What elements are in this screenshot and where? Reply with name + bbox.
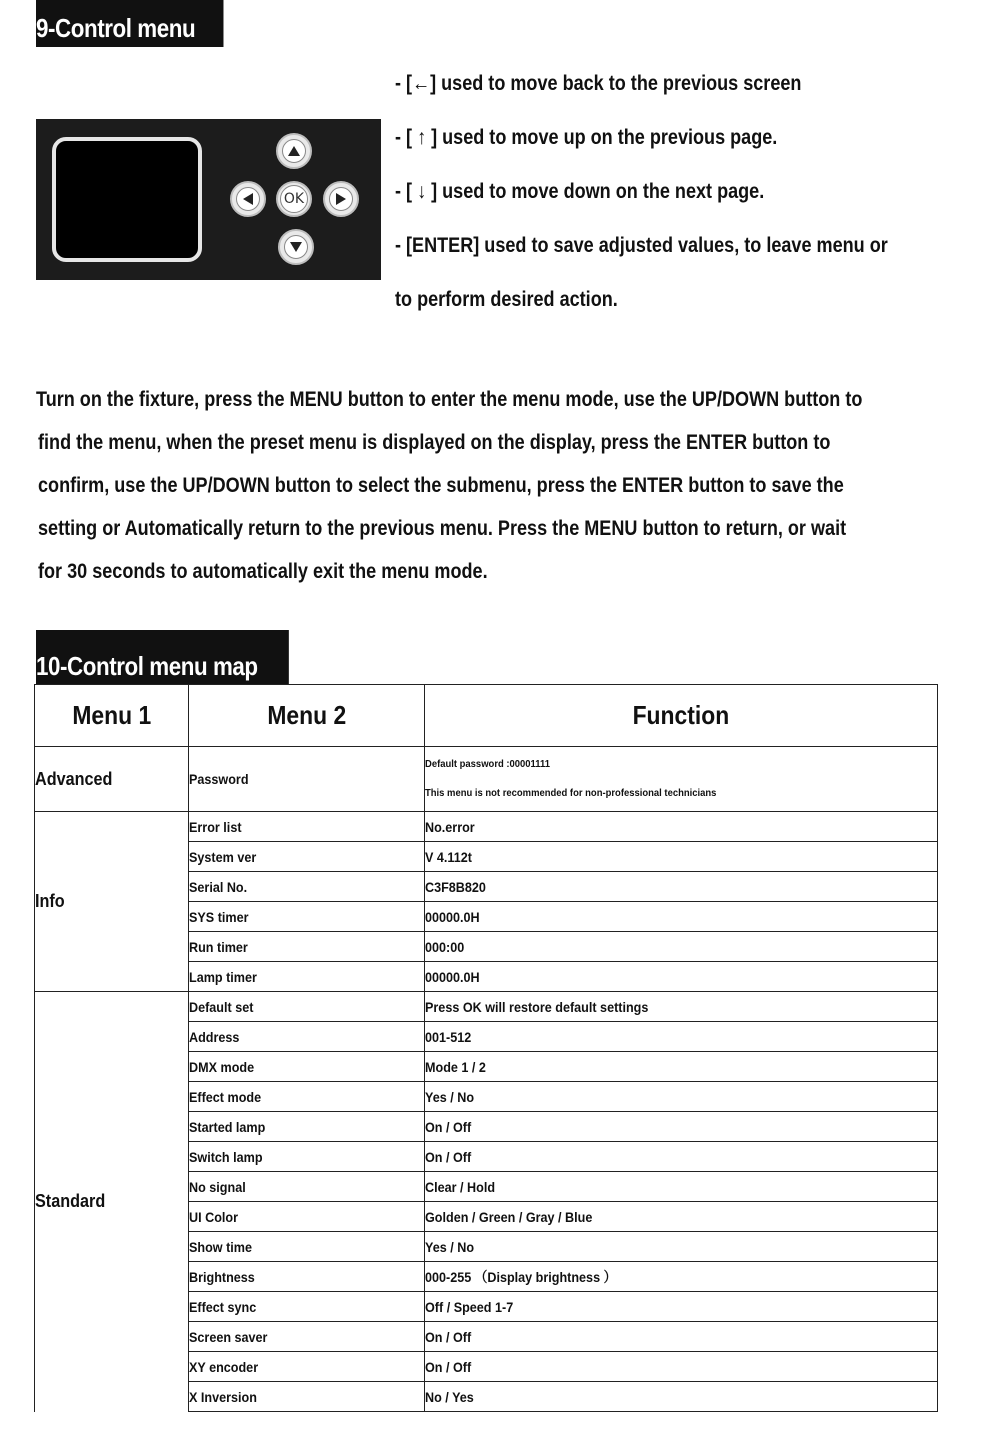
control-menu-map-table: [34, 684, 938, 1412]
function-cell: No / Yes: [425, 1382, 938, 1412]
function-cell: 000-255 （Display brightness ）: [425, 1262, 938, 1292]
menu2-cell: Show time: [188, 1232, 425, 1262]
menu2-cell: Address: [188, 1022, 425, 1052]
function-cell: Yes / No: [425, 1082, 938, 1112]
menu1-advanced: Advanced: [35, 747, 189, 812]
menu2-cell: Effect sync: [188, 1292, 425, 1322]
instructions-line-3: confirm, use the UP/DOWN button to select the submenu, press the ENTER button to save the: [38, 474, 844, 497]
function-password: [425, 747, 938, 812]
function-cell: Press OK will restore default settings: [425, 992, 938, 1022]
header-menu2: Menu 2: [188, 685, 425, 747]
ok-label: OK: [283, 191, 305, 207]
menu2-cell: SYS timer: [188, 902, 425, 932]
key-back-description: - [←] used to move back to the previous screen: [395, 72, 802, 95]
function-password-line-1: Default password :00001111: [425, 758, 551, 771]
menu2-cell: No signal: [188, 1172, 425, 1202]
function-cell: On / Off: [425, 1352, 938, 1382]
key-enter-description-cont: to perform desired action.: [395, 288, 618, 311]
key-up-description: - [ ↑ ] used to move up on the previous page.: [395, 126, 778, 149]
function-cell: On / Off: [425, 1112, 938, 1142]
menu2-cell: Run timer: [188, 932, 425, 962]
menu2-cell: Screen saver: [188, 1322, 425, 1352]
function-cell: On / Off: [425, 1322, 938, 1352]
key-down-description: - [ ↓ ] used to move down on the next page.: [395, 180, 765, 203]
instructions-line-5: for 30 seconds to automatically exit the menu mode.: [38, 560, 488, 583]
section-10-title: 10-Control menu map: [36, 630, 289, 685]
menu2-cell: X Inversion: [188, 1382, 425, 1412]
instructions-line-1: Turn on the fixture, press the MENU button to enter the menu mode, use the UP/DOWN button to: [36, 388, 863, 411]
lcd-screen: [52, 137, 202, 262]
menu1-info: Info: [35, 812, 189, 992]
control-panel-illustration: [36, 119, 381, 280]
down-button-icon: [278, 229, 314, 265]
header-function: Function: [425, 685, 938, 747]
table-header-row: [35, 685, 938, 747]
menu2-cell: Started lamp: [188, 1112, 425, 1142]
function-cell: 00000.0H: [425, 902, 938, 932]
section-9-title: 9-Control menu: [36, 0, 223, 47]
table-row: [35, 812, 938, 842]
menu2-cell: XY encoder: [188, 1352, 425, 1382]
menu2-cell: DMX mode: [188, 1052, 425, 1082]
function-cell: No.error: [425, 812, 938, 842]
function-cell: Golden / Green / Gray / Blue: [425, 1202, 938, 1232]
menu2-password: Password: [188, 747, 425, 812]
menu1-standard: Standard: [35, 992, 189, 1412]
function-cell: 001-512: [425, 1022, 938, 1052]
key-enter-description: - [ENTER] used to save adjusted values, to leave menu or: [395, 234, 888, 257]
function-cell: Mode 1 / 2: [425, 1052, 938, 1082]
function-cell: Clear / Hold: [425, 1172, 938, 1202]
menu2-cell: UI Color: [188, 1202, 425, 1232]
menu2-cell: System ver: [188, 842, 425, 872]
menu2-cell: Brightness: [188, 1262, 425, 1292]
function-cell: V 4.112t: [425, 842, 938, 872]
ok-button-icon: [276, 181, 312, 217]
menu2-cell: Serial No.: [188, 872, 425, 902]
function-cell: Yes / No: [425, 1232, 938, 1262]
up-button-icon: [276, 133, 312, 169]
table-row-advanced: [35, 747, 938, 812]
menu2-cell: Effect mode: [188, 1082, 425, 1112]
function-cell: On / Off: [425, 1142, 938, 1172]
header-menu1: Menu 1: [35, 685, 189, 747]
instructions-line-4: setting or Automatically return to the previous menu. Press the MENU button to return, or wait: [38, 517, 847, 540]
function-cell: Off / Speed 1-7: [425, 1292, 938, 1322]
right-button-icon: [323, 181, 359, 217]
instructions-line-2: find the menu, when the preset menu is displayed on the display, press the ENTER button to: [38, 431, 831, 454]
function-password-line-2: This menu is not recommended for non-professional technicians: [425, 787, 717, 799]
menu2-cell: Default set: [188, 992, 425, 1022]
function-cell: 00000.0H: [425, 962, 938, 992]
menu2-cell: Switch lamp: [188, 1142, 425, 1172]
left-button-icon: [230, 181, 266, 217]
function-cell: C3F8B820: [425, 872, 938, 902]
menu2-cell: Lamp timer: [188, 962, 425, 992]
table-row: [35, 992, 938, 1022]
function-cell: 000:00: [425, 932, 938, 962]
menu2-cell: Error list: [188, 812, 425, 842]
